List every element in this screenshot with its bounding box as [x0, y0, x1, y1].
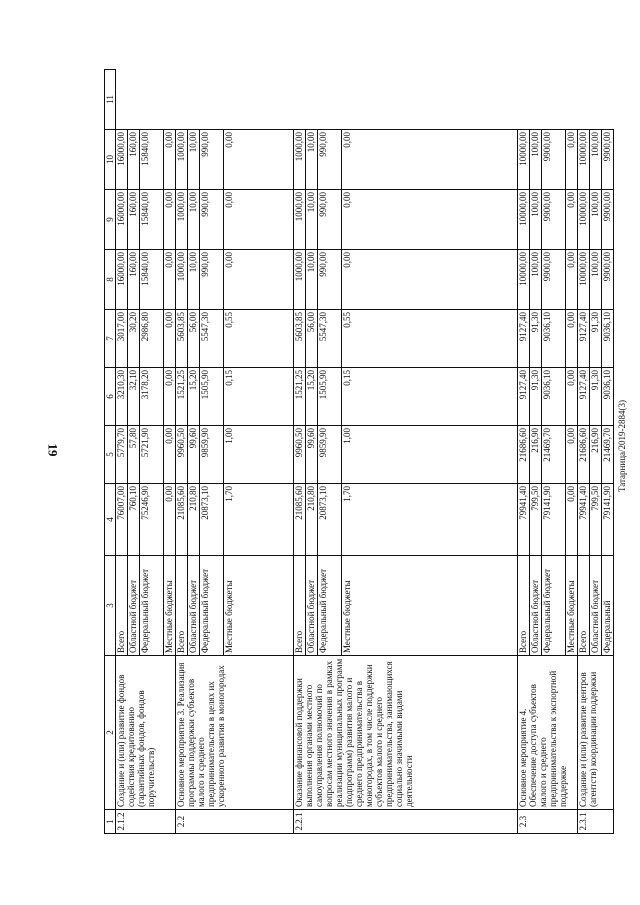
amount-cell: 9036,10 — [542, 310, 566, 368]
amount-cell: 0,00 — [566, 190, 578, 250]
amount-cell: 0,15 — [224, 368, 294, 426]
amount-cell: 21085,60 — [176, 484, 188, 556]
column-header: 3 — [105, 556, 116, 656]
amount-cell: 9127,40 — [578, 310, 590, 368]
amount-cell: 0,00 — [164, 310, 176, 368]
amount-cell: 20873,10 — [200, 484, 224, 556]
amount-cell: 990,00 — [318, 250, 342, 310]
amount-cell: 9036,10 — [602, 310, 614, 368]
amount-cell: 91,30 — [530, 368, 542, 426]
document-stamp: Татарница/2019-2884(3) — [617, 400, 627, 493]
row-id: 2.1.2 — [116, 810, 176, 834]
amount-cell: 0,00 — [164, 368, 176, 426]
amount-cell: 21469,70 — [542, 426, 566, 484]
funding-source: Местные бюджеты — [342, 556, 518, 656]
row-id: 2.3 — [518, 810, 578, 834]
amount-cell: 0,00 — [224, 190, 294, 250]
row-id: 2.3.1 — [578, 810, 614, 834]
amount-cell: 1,70 — [342, 484, 518, 556]
amount-cell: 0,00 — [164, 484, 176, 556]
amount-cell: 99,60 — [306, 426, 318, 484]
funding-source: Всего — [176, 556, 188, 656]
amount-cell: 10000,00 — [518, 190, 530, 250]
funding-source: Федеральный бюджет — [542, 556, 566, 656]
amount-cell: 5779,70 — [116, 426, 128, 484]
amount-cell: 9127,40 — [518, 368, 530, 426]
amount-cell: 0,55 — [342, 310, 518, 368]
amount-cell: 91,30 — [590, 368, 602, 426]
amount-cell: 799,50 — [530, 484, 542, 556]
amount-cell: 9900,00 — [542, 190, 566, 250]
amount-cell: 160,00 — [128, 250, 140, 310]
amount-cell: 990,00 — [200, 190, 224, 250]
amount-cell: 15,20 — [188, 368, 200, 426]
table-row — [294, 70, 306, 834]
amount-cell: 0,00 — [224, 250, 294, 310]
amount-cell: 9036,10 — [602, 368, 614, 426]
amount-cell: 5547,30 — [200, 310, 224, 368]
amount-cell: 9900,00 — [602, 190, 614, 250]
amount-cell: 79941,40 — [518, 484, 530, 556]
funding-source: Всего — [578, 556, 590, 656]
amount-cell: 0,15 — [342, 368, 518, 426]
amount-cell: 10,00 — [306, 250, 318, 310]
amount-cell: 0,00 — [566, 426, 578, 484]
amount-cell: 0,00 — [224, 130, 294, 190]
amount-cell: 1,00 — [224, 426, 294, 484]
amount-cell: 10,00 — [306, 130, 318, 190]
row-id: 2.2.1 — [294, 810, 518, 834]
amount-cell: 15840,00 — [140, 250, 164, 310]
column-header: 8 — [105, 250, 116, 310]
amount-cell: 10,00 — [306, 190, 318, 250]
column-header: 7 — [105, 310, 116, 368]
amount-cell: 10000,00 — [518, 130, 530, 190]
amount-cell: 1000,00 — [176, 250, 188, 310]
funding-source: Всего — [294, 556, 306, 656]
column-header: 2 — [105, 656, 116, 810]
amount-cell: 0,00 — [164, 190, 176, 250]
table-row — [116, 70, 128, 834]
amount-cell: 760,10 — [128, 484, 140, 556]
amount-cell: 799,50 — [590, 484, 602, 556]
amount-cell: 210,80 — [188, 484, 200, 556]
funding-source: Всего — [116, 556, 128, 656]
funding-source: Федеральный бюджет — [200, 556, 224, 656]
row-id: 2.2 — [176, 810, 294, 834]
amount-cell: 57,80 — [128, 426, 140, 484]
amount-cell: 990,00 — [200, 250, 224, 310]
funding-source: Областной бюджет — [188, 556, 200, 656]
funding-source: Федеральный — [602, 556, 614, 656]
row-description: Создание и (или) развитие фондов содействия кредитованию (гарантийных фондов, фондов поручительств) — [116, 656, 176, 810]
table-row — [578, 70, 590, 834]
amount-cell: 32,10 — [128, 368, 140, 426]
amount-cell: 16000,00 — [116, 250, 128, 310]
table-row — [176, 70, 188, 834]
amount-cell: 1,00 — [342, 426, 518, 484]
header-row — [105, 70, 116, 834]
amount-cell: 15840,00 — [140, 130, 164, 190]
amount-cell: 91,30 — [530, 310, 542, 368]
amount-cell: 10,00 — [188, 250, 200, 310]
amount-cell: 91,30 — [590, 310, 602, 368]
amount-cell: 5721,90 — [140, 426, 164, 484]
column-header: 10 — [105, 130, 116, 190]
amount-cell: 100,00 — [590, 130, 602, 190]
amount-cell: 160,00 — [128, 190, 140, 250]
amount-cell: 0,00 — [164, 426, 176, 484]
amount-cell: 3178,20 — [140, 368, 164, 426]
funding-source: Местные бюджеты — [224, 556, 294, 656]
amount-cell: 3017,00 — [116, 310, 128, 368]
amount-cell: 1000,00 — [294, 130, 306, 190]
amount-cell: 9900,00 — [542, 130, 566, 190]
amount-cell: 990,00 — [200, 130, 224, 190]
amount-cell: 16000,00 — [116, 190, 128, 250]
amount-cell: 0,00 — [342, 130, 518, 190]
amount-cell: 1000,00 — [176, 190, 188, 250]
amount-cell: 100,00 — [530, 250, 542, 310]
amount-cell: 9127,40 — [518, 310, 530, 368]
amount-cell: 20873,10 — [318, 484, 342, 556]
column-header: 4 — [105, 484, 116, 556]
amount-cell: 16000,00 — [116, 130, 128, 190]
column-header: 5 — [105, 426, 116, 484]
amount-cell: 3210,30 — [116, 368, 128, 426]
amount-cell: 79941,40 — [578, 484, 590, 556]
amount-cell: 9960,50 — [176, 426, 188, 484]
amount-cell: 1521,25 — [294, 368, 306, 426]
amount-cell: 0,00 — [566, 310, 578, 368]
amount-cell: 100,00 — [530, 190, 542, 250]
column-header: 9 — [105, 190, 116, 250]
amount-cell: 56,00 — [306, 310, 318, 368]
row-description: Оказание финансовой поддержки выполнения органами местного самоуправления полномочий по вопросам местного значения в рамках реализации муниципальных программ (подпрограмм) развития малого и среднего предпринимательства в моногородах, в том числе поддержки субъектов малого и среднего предпринимательства, занимающихся социально значимыми видами деятельности — [294, 656, 518, 810]
amount-cell: 79141,90 — [542, 484, 566, 556]
funding-source: Областной бюджет — [530, 556, 542, 656]
amount-cell: 1000,00 — [294, 190, 306, 250]
amount-cell: 21686,60 — [518, 426, 530, 484]
funding-source: Всего — [518, 556, 530, 656]
amount-cell: 9859,90 — [200, 426, 224, 484]
amount-cell: 990,00 — [318, 130, 342, 190]
funding-source: Областной бюджет — [306, 556, 318, 656]
amount-cell: 9127,40 — [578, 368, 590, 426]
funding-source: Областной бюджет — [128, 556, 140, 656]
amount-cell: 5547,30 — [318, 310, 342, 368]
row-description: Основное мероприятие 3. Реализация программы поддержки субъектов малого и среднего предпринимательства в целях их ускоренного развития в моногородах — [176, 656, 294, 810]
page-number: 19 — [45, 443, 61, 457]
funding-source: Федеральный бюджет — [140, 556, 164, 656]
amount-cell: 21686,60 — [578, 426, 590, 484]
amount-cell: 10000,00 — [578, 130, 590, 190]
funding-source: Местные бюджеты — [164, 556, 176, 656]
amount-cell: 99,60 — [188, 426, 200, 484]
row-description: Основное мероприятие 4. Обеспечение доступа субъектов малого и среднего предпринимательства к экспортной поддержке — [518, 656, 578, 810]
amount-cell: 1505,90 — [318, 368, 342, 426]
budget-table-wrapper — [104, 70, 612, 834]
amount-cell: 0,00 — [566, 368, 578, 426]
amount-cell: 0,00 — [566, 130, 578, 190]
amount-cell: 1,70 — [224, 484, 294, 556]
column-header: 6 — [105, 368, 116, 426]
amount-cell: 1000,00 — [176, 130, 188, 190]
amount-cell: 10000,00 — [578, 250, 590, 310]
amount-cell: 0,00 — [164, 130, 176, 190]
amount-cell: 9900,00 — [602, 130, 614, 190]
amount-cell: 5603,85 — [294, 310, 306, 368]
amount-cell: 0,00 — [342, 250, 518, 310]
amount-cell: 0,00 — [566, 250, 578, 310]
amount-cell: 9960,50 — [294, 426, 306, 484]
amount-cell: 100,00 — [530, 130, 542, 190]
amount-cell: 1521,25 — [176, 368, 188, 426]
funding-source: Местные бюджеты — [566, 556, 578, 656]
amount-cell: 30,20 — [128, 310, 140, 368]
amount-cell: 10000,00 — [518, 250, 530, 310]
amount-cell: 56,00 — [188, 310, 200, 368]
funding-source: Областной бюджет — [590, 556, 602, 656]
amount-cell: 21469,70 — [602, 426, 614, 484]
amount-cell: 0,00 — [566, 484, 578, 556]
amount-cell: 21085,60 — [294, 484, 306, 556]
amount-cell: 160,00 — [128, 130, 140, 190]
amount-cell: 9036,10 — [542, 368, 566, 426]
row-description: Создание и (или) развитие центров (агентств) координации поддержки — [578, 656, 614, 810]
amount-cell: 79141,90 — [602, 484, 614, 556]
amount-cell: 75246,90 — [140, 484, 164, 556]
amount-cell: 1000,00 — [294, 250, 306, 310]
amount-cell: 15,20 — [306, 368, 318, 426]
table-row — [518, 70, 530, 834]
amount-cell: 0,00 — [342, 190, 518, 250]
amount-cell: 76007,00 — [116, 484, 128, 556]
column-header: 1 — [105, 810, 116, 834]
amount-cell: 2986,80 — [140, 310, 164, 368]
amount-cell: 210,80 — [306, 484, 318, 556]
amount-cell: 15840,00 — [140, 190, 164, 250]
amount-cell: 10000,00 — [578, 190, 590, 250]
amount-cell: 9900,00 — [542, 250, 566, 310]
amount-cell: 10,00 — [188, 130, 200, 190]
amount-cell: 10,00 — [188, 190, 200, 250]
amount-cell: 0,00 — [164, 250, 176, 310]
amount-cell: 216,90 — [530, 426, 542, 484]
amount-cell: 0,55 — [224, 310, 294, 368]
amount-cell: 1505,90 — [200, 368, 224, 426]
column-header: 11 — [105, 70, 116, 130]
budget-table — [104, 69, 614, 834]
amount-cell: 216,90 — [590, 426, 602, 484]
amount-cell: 100,00 — [590, 190, 602, 250]
amount-cell: 5603,85 — [176, 310, 188, 368]
amount-cell: 100,00 — [590, 250, 602, 310]
funding-source: Федеральный бюджет — [318, 556, 342, 656]
amount-cell: 9859,90 — [318, 426, 342, 484]
amount-cell: 9900,00 — [602, 250, 614, 310]
amount-cell: 990,00 — [318, 190, 342, 250]
